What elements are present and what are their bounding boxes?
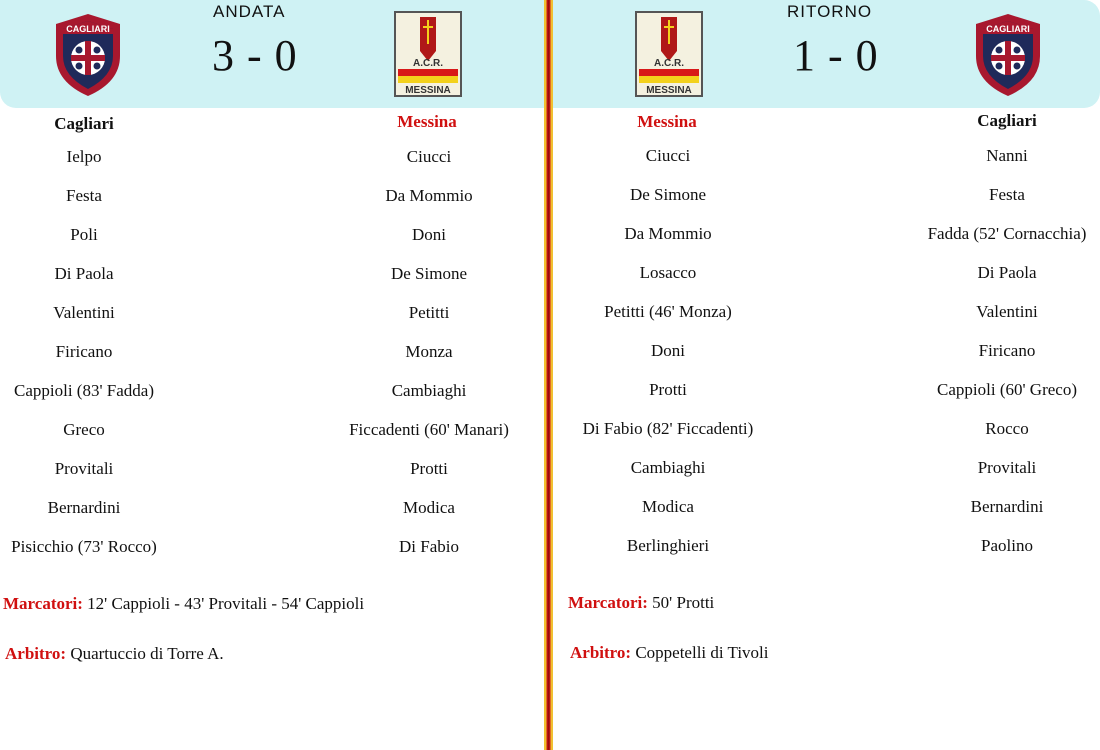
ritorno-panel: [553, 0, 1097, 750]
list-item: Fadda (52' Cornacchia): [927, 224, 1087, 243]
list-item: Pisicchio (73' Rocco): [11, 537, 157, 556]
messina-crest-logo: [394, 11, 462, 97]
svg-text:CAGLIARI: CAGLIARI: [66, 24, 110, 34]
list-item: Modica: [403, 498, 455, 517]
list-item: Ielpo: [66, 147, 102, 166]
list-item: Festa: [989, 185, 1025, 204]
list-item: Da Mommio: [624, 224, 712, 243]
list-item: Di Paola: [977, 263, 1037, 282]
referee-label: Arbitro:: [5, 644, 67, 663]
list-item: Bernardini: [970, 497, 1044, 516]
list-item: Protti: [410, 459, 448, 478]
svg-text:A.C.R.: A.C.R.: [413, 58, 443, 69]
list-item: Cambiaghi: [630, 458, 706, 477]
list-item: Doni: [651, 341, 685, 360]
list-item: Greco: [63, 420, 105, 439]
andata-panel: [0, 0, 544, 750]
andata-score: 3 - 0: [212, 31, 298, 80]
list-item: Losacco: [639, 263, 697, 282]
list-item: Firicano: [978, 341, 1036, 360]
scorers-label: Marcatori:: [3, 594, 83, 613]
andata-home-team: Cagliari: [54, 114, 114, 133]
list-item: Petitti: [408, 303, 450, 322]
list-item: Rocco: [985, 419, 1029, 438]
ritorno-referee: [570, 643, 769, 663]
list-item: Ficcadenti (60' Manari): [349, 420, 509, 439]
cagliari-crest-logo: [50, 12, 126, 98]
list-item: Provitali: [977, 458, 1037, 477]
ritorno-scorers: [568, 593, 714, 613]
list-item: Cambiaghi: [391, 381, 467, 400]
list-item: Nanni: [986, 146, 1028, 165]
andata-away-team: Messina: [397, 112, 457, 131]
referee-value: Coppetelli di Tivoli: [635, 643, 769, 662]
list-item: Da Mommio: [385, 186, 473, 205]
list-item: Cappioli (83' Fadda): [14, 381, 154, 400]
list-item: Paolino: [981, 536, 1033, 555]
list-item: Di Paola: [54, 264, 114, 283]
andata-header: [0, 0, 544, 108]
list-item: Protti: [649, 380, 687, 399]
list-item: Petitti (46' Monza): [604, 302, 732, 321]
list-item: Modica: [642, 497, 694, 516]
list-item: Valentini: [53, 303, 115, 322]
svg-text:A.C.R.: A.C.R.: [654, 58, 684, 69]
list-item: Monza: [405, 342, 453, 361]
list-item: Provitali: [54, 459, 114, 478]
referee-value: Quartuccio di Torre A.: [70, 644, 224, 663]
list-item: Valentini: [976, 302, 1038, 321]
ritorno-away-team: Cagliari: [977, 111, 1037, 130]
svg-text:CAGLIARI: CAGLIARI: [986, 24, 1030, 34]
andata-title: ANDATA: [213, 2, 286, 21]
svg-text:MESSINA: MESSINA: [646, 85, 692, 96]
list-item: Poli: [70, 225, 98, 244]
ritorno-score: 1 - 0: [793, 31, 879, 80]
andata-scorers: [3, 594, 364, 614]
messina-crest-logo: [635, 11, 703, 97]
ritorno-home-team: Messina: [637, 112, 697, 131]
list-item: De Simone: [390, 264, 468, 283]
scorers-value: 50' Protti: [652, 593, 715, 612]
list-item: De Simone: [629, 185, 707, 204]
list-item: Cappioli (60' Greco): [937, 380, 1077, 399]
ritorno-title: RITORNO: [787, 2, 873, 21]
list-item: Berlinghieri: [626, 536, 710, 555]
list-item: Ciucci: [406, 147, 452, 166]
referee-label: Arbitro:: [570, 643, 632, 662]
cagliari-crest-logo: [970, 12, 1046, 98]
list-item: Ciucci: [645, 146, 691, 165]
scorers-value: 12' Cappioli - 43' Provitali - 54' Cappioli: [87, 594, 365, 613]
list-item: Festa: [66, 186, 102, 205]
list-item: Doni: [412, 225, 446, 244]
list-item: Di Fabio (82' Ficcadenti): [582, 419, 754, 438]
ritorno-header: [553, 0, 1100, 108]
list-item: Firicano: [55, 342, 113, 361]
scorers-label: Marcatori:: [568, 593, 648, 612]
list-item: Bernardini: [47, 498, 121, 517]
andata-referee: [5, 644, 224, 664]
list-item: Di Fabio: [399, 537, 459, 556]
svg-text:MESSINA: MESSINA: [405, 85, 451, 96]
